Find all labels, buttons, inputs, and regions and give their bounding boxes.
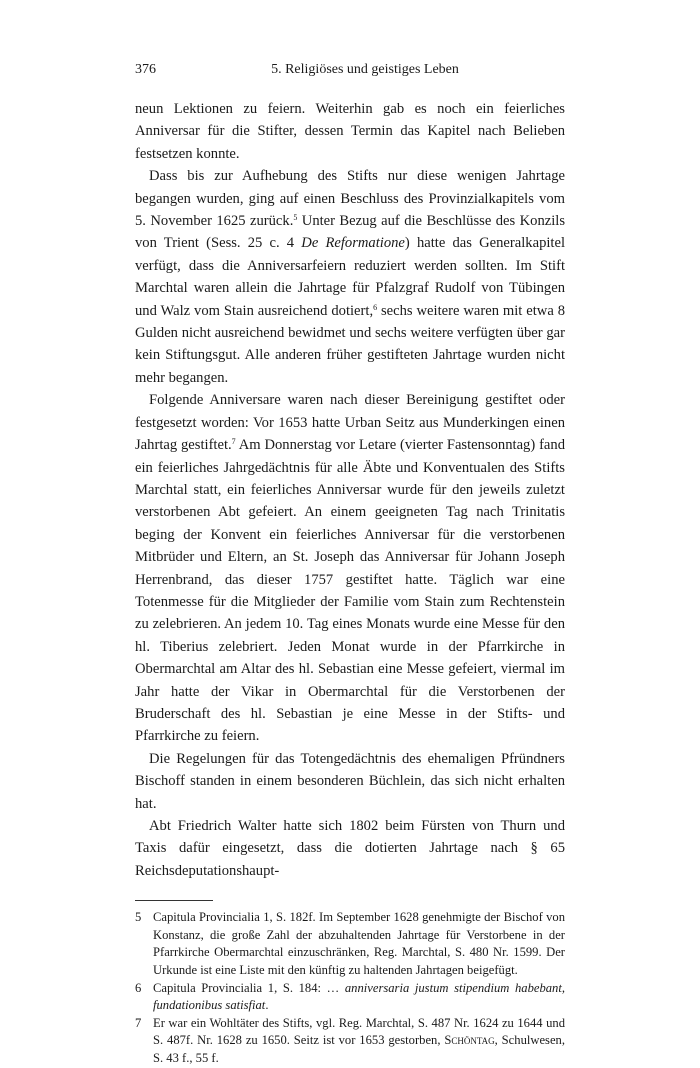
footnote-number: 6: [135, 980, 142, 995]
paragraph-3-text: Am Donnerstag vor Letare (vierter Fastensonntag) fand ein feierliches Jahrgedächtnis für alle Äbte und Konventualen des Stifts Marchtal statt, ein feierliches Anniversar wurde für den jeweils zuletzt verstorbenen Abt gefeiert. An einem geeigneten Tag nach Trinitatis beging der Konvent ein feierliches Anniversar für die verstorbenen Mitbrüder und Eltern, an St. Joseph das Anniversar für Johann Joseph Herrenbrand, das dieser 1757 gestiftet hatte. Täglich war eine Totenmesse für die Mitglieder der Familie vom Stain zum Rechtenstein zu zelebrieren. An jedem 10. Tag eines Monats wurde eine Messe für den hl. Tiberius zelebriert. Jeden Monat wurde in der Pfarrkirche in Obermarchtal am Altar des hl. Sebastian eine Messe gefeiert, viermal im Jahr hatte der Vikar in Obermarchtal für die Verstorbenen der Bruderschaft des hl. Sebastian je eine Messe in der Stifts- und Pfarrkirche zu feiern.: [135, 437, 565, 745]
paragraph-4-text: Die Regelungen für das Totengedächtnis des ehemaligen Pfründners Bischoff standen in einem besonderen Büchlein, das sich nicht erhalten hat.: [135, 750, 565, 812]
footnote-text-part: .: [265, 998, 269, 1013]
footnote-5: [135, 909, 565, 979]
paragraph-2: [135, 165, 565, 389]
paragraph-5: [135, 815, 565, 882]
footnotes: [135, 909, 565, 1067]
paragraph-1-text: neun Lektionen zu feiern. Weiterhin gab es noch ein feierliches Anniversar für die Stifter, dessen Termin das Kapitel nach Belieben festsetzen konnte.: [135, 101, 565, 162]
running-head: 5. Religiöses und geistiges Leben: [271, 62, 459, 77]
footnote-divider: [135, 900, 213, 901]
paragraph-2-text: sechs weitere waren mit etwa 8 Gulden nicht ausreichend bewidmet und sechs weitere verfügten über gar kein Stiftungsgut. Alle anderen früher gestifteten Jahrtage wurden nicht mehr begangen.: [135, 302, 565, 386]
paragraph-2-text: Unter Bezug auf die Beschlüsse des Konzils von Trient (Sess. 25 c. 4: [135, 213, 566, 252]
footnote-text: Capitula Provincialia 1, S. 182f. Im September 1628 genehmigte der Bischof von Konstanz, die große Zahl der abzuhaltenden Jahrtage für Verstorbene in der Pfarrkirche Obermarchtal einzuschränken, Reg. Marchtal, S. 480 Nr. 1599. Der Urkunde ist eine Liste mit den künftig zu haltenden Jahrtagen beigefügt.: [153, 910, 565, 977]
book-page: [135, 62, 565, 1068]
footnote-6: [135, 980, 565, 1015]
paragraph-2-text: ) hatte das Generalkapitel verfügt, dass die Anniversarfeiern reduziert werden sollten. Im Stift Marchtal waren allein die Jahrtage für Pfalzgraf Rudolf von Tübingen und Walz vom Stain ausreichend dotiert,: [135, 235, 566, 319]
footnote-text-part: Capitula Provincialia 1, S. 184: …: [153, 980, 345, 995]
footnote-text: [153, 980, 565, 1015]
page-header: [135, 62, 565, 84]
footnote-number: 5: [135, 910, 142, 925]
page-number: 376: [135, 62, 156, 77]
footnote-text-part: Er war ein Wohltäter des Stifts, vgl. Reg. Marchtal, S. 487 Nr. 1624 zu 1644 und S. 487f. Nr. 1628 zu 1650. Seitz ist vor 1653 gestorben,: [153, 1015, 565, 1048]
paragraph-1: [135, 98, 565, 165]
latin-quote: anniversaria justum stipendium habebant, fundationibus satisfiat: [153, 980, 565, 1013]
footnote-number: 7: [135, 1015, 142, 1030]
author-name: Schöntag: [444, 1033, 495, 1048]
paragraph-2-text: Dass bis zur Aufhebung des Stifts nur diese wenigen Jahrtage begangen wurden, ging auf einen Beschluss des Provinzialkapitels vom 5. November 1625 zurück.: [135, 168, 565, 230]
paragraph-4: [135, 748, 565, 815]
footnote-ref-7[interactable]: 7: [231, 437, 236, 447]
paragraph-3: [135, 389, 565, 748]
footnote-text: [153, 1015, 565, 1068]
paragraph-3-text: Folgende Anniversare waren nach dieser Bereinigung gestiftet oder festgesetzt worden: Vor 1653 hatte Urban Seitz aus Munderkingen einen Jahrtag gestiftet.: [135, 392, 565, 454]
footnote-ref-5[interactable]: 5: [293, 213, 298, 223]
footnote-7: [135, 1015, 565, 1068]
italic-title: De Reformatione: [301, 235, 405, 252]
footnote-ref-6[interactable]: 6: [373, 302, 378, 312]
body-text: [135, 98, 565, 882]
footnote-text-part: , Schulwesen, S. 43 f., 55 f.: [153, 1033, 565, 1065]
paragraph-5-text: Abt Friedrich Walter hatte sich 1802 beim Fürsten von Thurn und Taxis dafür eingesetzt, dass die dotierten Jahrtage nach § 65 Reichsdeputationshaupt-: [135, 818, 565, 879]
